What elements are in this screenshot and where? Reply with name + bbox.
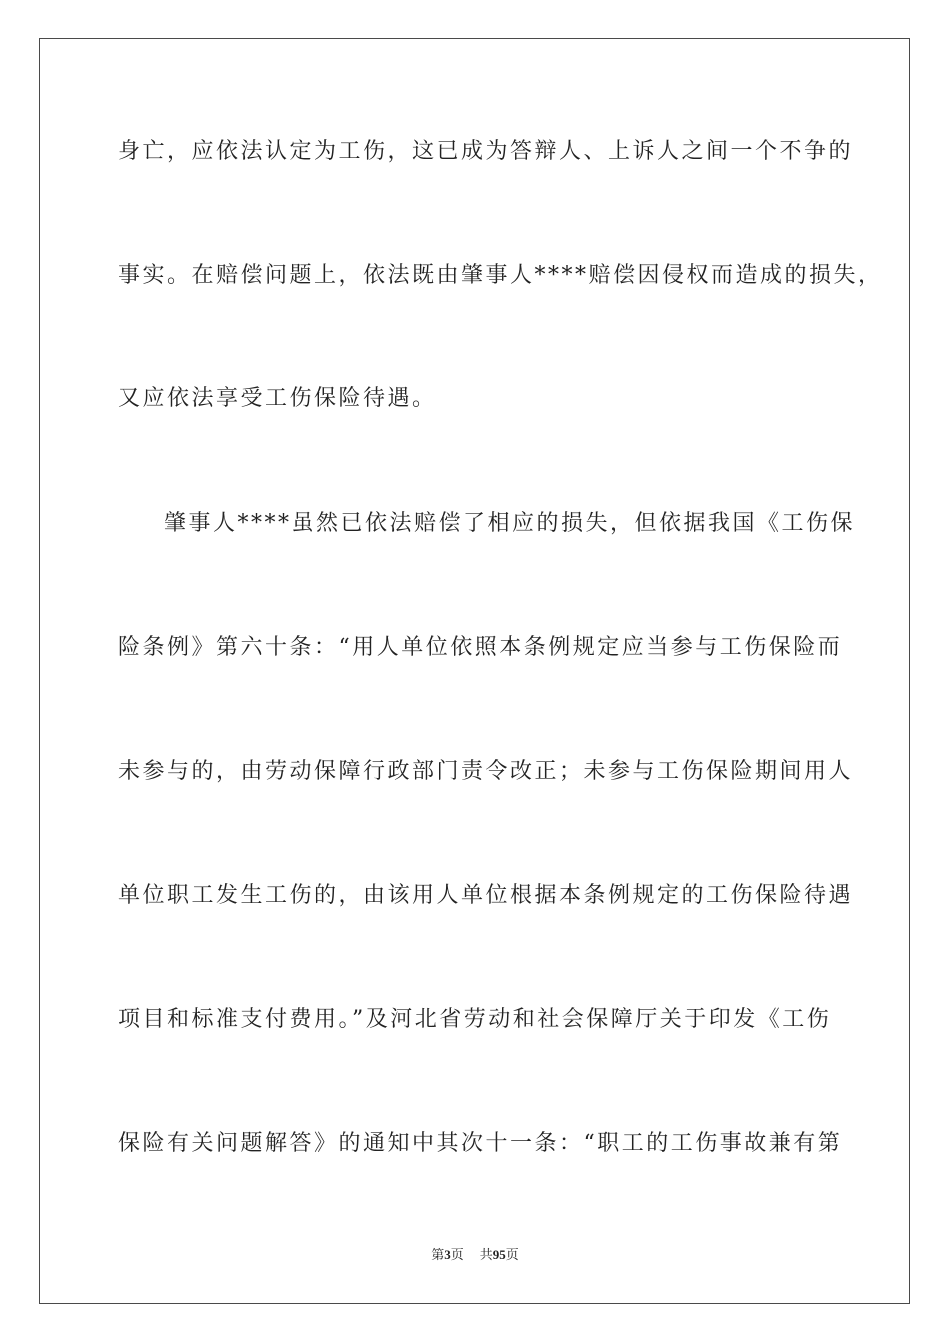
page-suffix: 页 <box>450 1248 464 1263</box>
paragraph-line: 又应依法享受工伤保险待遇。 <box>118 386 437 411</box>
total-prefix: 共 <box>479 1248 493 1263</box>
paragraph-line: 项目和标准支付费用。”及河北省劳动和社会保障厅关于印发《工伤 <box>118 1007 832 1032</box>
page-footer <box>0 1247 950 1264</box>
paragraph-line: 单位职工发生工伤的，由该用人单位根据本条例规定的工伤保险待遇 <box>118 883 854 908</box>
total-suffix: 页 <box>505 1248 519 1263</box>
paragraph-line: 肇事人****虽然已依法赔偿了相应的损失，但依据我国《工伤保 <box>164 511 856 536</box>
paragraph-line: 未参与的，由劳动保障行政部门责令改正；未参与工伤保险期间用人 <box>118 759 854 784</box>
total-pages: 95 <box>492 1247 506 1262</box>
page-border <box>39 38 910 1304</box>
paragraph-line: 事实。在赔偿问题上，依法既由肇事人****赔偿因侵权而造成的损失， <box>118 263 883 288</box>
paragraph-line: 身亡，应依法认定为工伤，这已成为答辩人、上诉人之间一个不争的 <box>118 139 854 164</box>
paragraph-line: 保险有关问题解答》的通知中其次十一条：“职工的工伤事故兼有第 <box>118 1131 843 1156</box>
page-prefix: 第 <box>431 1248 445 1263</box>
page-number: 3 <box>444 1247 451 1262</box>
paragraph-line: 险条例》第六十条：“用人单位依照本条例规定应当参与工伤保险而 <box>118 635 843 660</box>
